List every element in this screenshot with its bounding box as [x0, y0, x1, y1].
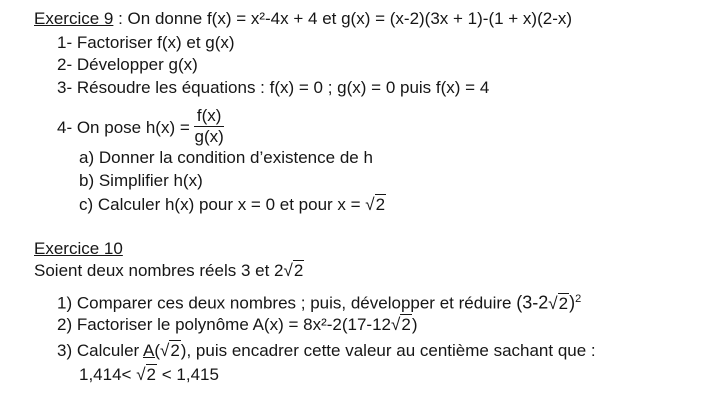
ex10-q1-close: ) [569, 292, 576, 313]
sqrt-symbol: √2 [159, 341, 180, 360]
sqrt-radicand: 2 [401, 315, 411, 334]
ex9-sub-c [79, 194, 386, 216]
ex10-q2-text: 2) Factoriser le polynôme A(x) = 8x²-2(17-12 [57, 315, 391, 334]
ex9-item-1: 1- Factoriser f(x) et g(x) [57, 33, 235, 52]
ex10-q3-suffix: ), puis encadrer cette valeur au centième sachant que : [180, 341, 596, 360]
ex9-sub-c-text: c) Calculer h(x) pour x = 0 et pour x = [79, 195, 366, 214]
ex10-intro [34, 260, 304, 282]
ex10-q1-exponent: 2 [575, 293, 582, 305]
ex10-q3-function: A( [142, 341, 160, 360]
sqrt-symbol: √2 [548, 293, 569, 313]
ex9-item-2: 2- Développer g(x) [57, 55, 198, 74]
exercise-10-title: Exercice 10 [34, 239, 123, 258]
sqrt-symbol: √2 [283, 261, 304, 280]
exercise-9-title: Exercice 9 [34, 9, 114, 28]
sqrt-radicand: 2 [146, 365, 157, 384]
sqrt-symbol: √2 [136, 365, 157, 384]
sqrt-symbol: √2 [391, 315, 411, 334]
exercise-9-given: : On donne f(x) = x²-4x + 4 et g(x) = (x-2)(3x + 1)-(1 + x)(2-x) [113, 9, 573, 28]
ex9-sub-a: a) Donner la condition d’existence de h [79, 148, 373, 167]
fraction-numerator: f(x) [194, 107, 223, 127]
ex10-q2-close: ) [411, 315, 418, 334]
ex10-upper-bound: < 1,415 [157, 365, 219, 384]
sqrt-symbol: √2 [365, 195, 386, 214]
ex10-question-2 [57, 314, 417, 336]
ex10-q1-text: 1) Comparer ces deux nombres ; puis, développer et réduire [57, 293, 517, 313]
ex9-item-4-prefix: 4- On pose h(x) = [57, 118, 195, 137]
sqrt-radicand: 2 [170, 341, 180, 360]
fraction-denominator: g(x) [194, 127, 224, 147]
exercise-9-statement [34, 8, 572, 30]
ex10-question-1 [57, 288, 581, 315]
ex10-lower-bound: 1,414< [79, 365, 137, 384]
ex10-intro-text: Soient deux nombres réels 3 et 2 [34, 261, 284, 280]
ex10-q1-open: (3-2 [516, 292, 549, 313]
ex9-item-3: 3- Résoudre les équations : f(x) = 0 ; g(x) = 0 puis f(x) = 4 [57, 78, 490, 97]
ex10-question-3 [57, 340, 596, 362]
sqrt-radicand: 2 [558, 293, 569, 313]
ex9-sub-b: b) Simplifier h(x) [79, 171, 203, 190]
ex9-item-4 [57, 106, 224, 150]
sqrt-radicand: 2 [293, 261, 304, 280]
sqrt-radicand: 2 [375, 195, 386, 214]
ex10-bounds [79, 364, 219, 386]
ex10-q3-prefix: 3) Calculer [57, 341, 143, 360]
fraction-f-over-g [194, 107, 223, 146]
